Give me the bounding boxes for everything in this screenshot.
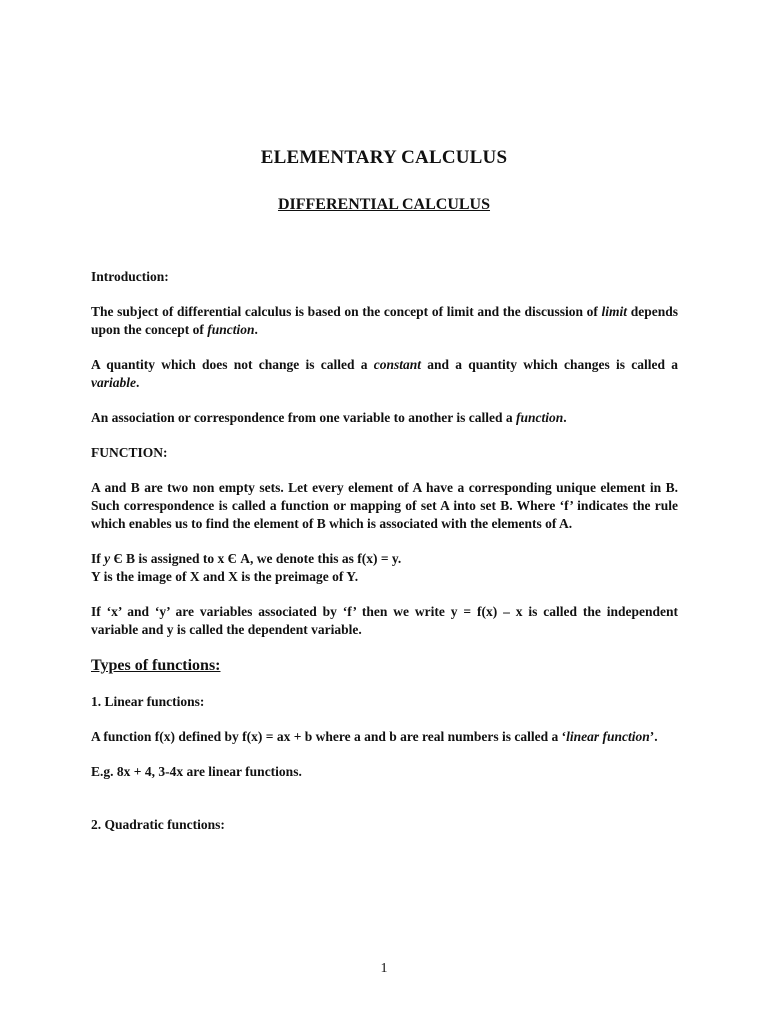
mapping-paragraph <box>91 550 678 586</box>
linear-heading: 1. Linear functions: <box>91 694 205 709</box>
variables-paragraph: If ‘x’ and ‘y’ are variables associated by ‘f’ then we write y = f(x) – x is called the independent variable and y is called the dependent variable. <box>91 604 678 637</box>
intro-heading: Introduction: <box>91 269 169 284</box>
mapping-line-2: Y is the image of X and X is the preimage of Y. <box>91 569 359 584</box>
function-heading: FUNCTION: <box>91 445 168 460</box>
linear-paragraph: A function f(x) defined by f(x) = ax + b where a and b are real numbers is called a ‘linear function’. <box>91 729 658 744</box>
association-paragraph: An association or correspondence from one variable to another is called a function. <box>91 410 567 425</box>
linear-example: E.g. 8x + 4, 3-4x are linear functions. <box>91 764 302 779</box>
page-number: 1 <box>380 961 388 976</box>
document-body <box>91 268 678 834</box>
intro-paragraph: The subject of differential calculus is based on the concept of limit and the discussion of limit depends upon the concept of function. <box>91 304 678 337</box>
document-title: ELEMENTARY CALCULUS <box>260 147 508 168</box>
document-subtitle: DIFFERENTIAL CALCULUS <box>277 196 491 213</box>
function-paragraph: A and B are two non empty sets. Let every element of A have a corresponding unique element in B. Such correspondence is called a function or mapping of set A into set B. Where ‘f’ indicates the rule which enables us to find the element of B which is associated with the elements of A. <box>91 480 678 531</box>
constant-paragraph: A quantity which does not change is called a constant and a quantity which changes is called a variable. <box>91 357 678 390</box>
mapping-line-1: If y Є B is assigned to x Є A, we denote this as f(x) = y. <box>91 551 402 566</box>
quadratic-heading: 2. Quadratic functions: <box>91 817 225 832</box>
types-heading: Types of functions: <box>91 657 221 674</box>
